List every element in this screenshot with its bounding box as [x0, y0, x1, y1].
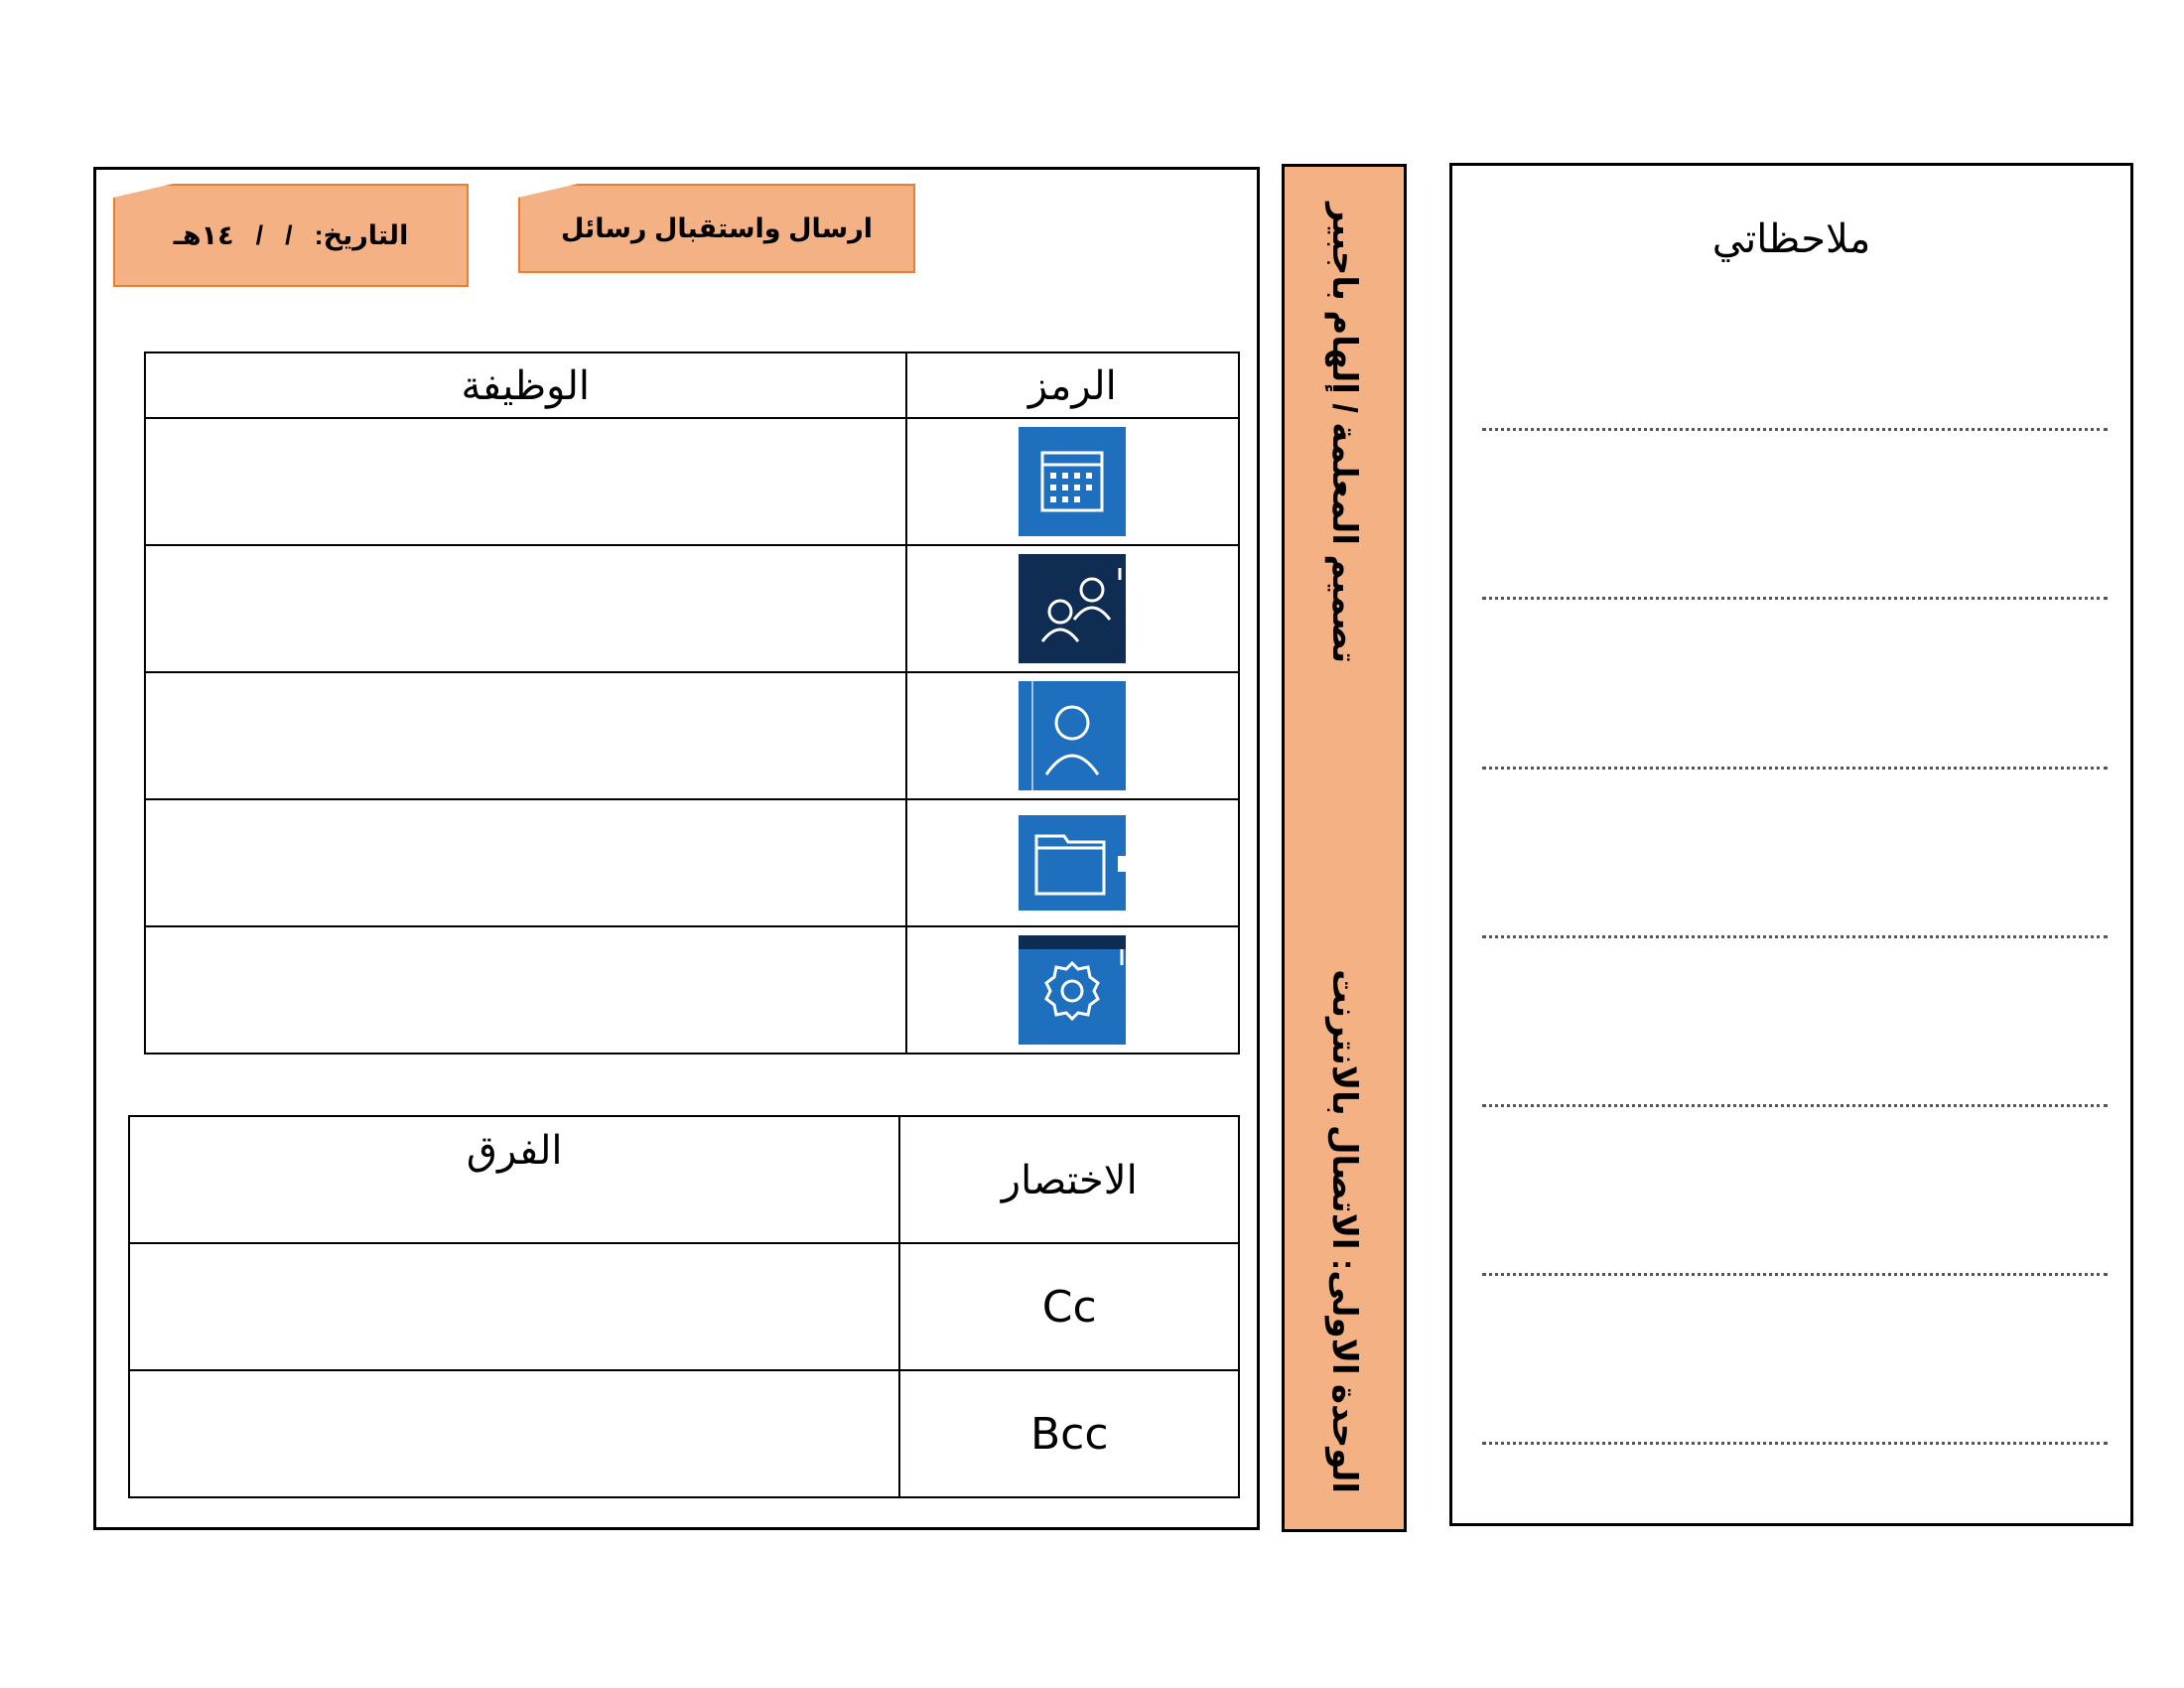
symbol-cell	[906, 672, 1239, 799]
note-line[interactable]	[1482, 597, 2108, 600]
table-row	[145, 418, 1239, 545]
note-line[interactable]	[1482, 1442, 2108, 1445]
note-line[interactable]	[1482, 767, 2108, 770]
symbol-cell	[906, 545, 1239, 672]
abbreviation-column-header: الاختصار	[899, 1116, 1239, 1243]
table-row	[129, 1243, 1239, 1370]
date-slash: /	[285, 219, 293, 250]
abbreviation-cell: Bcc	[899, 1370, 1239, 1497]
difference-cell[interactable]	[129, 1243, 899, 1370]
difference-table-header	[129, 1116, 1239, 1243]
banner-text	[1324, 203, 1364, 1493]
function-cell[interactable]	[145, 799, 906, 926]
unit-title: الوحدة الاولى: الاتصال بالانترنت	[1325, 969, 1363, 1493]
function-column-header: الوظيفة	[145, 352, 906, 418]
difference-table	[128, 1115, 1240, 1498]
abbreviation-cell: Cc	[899, 1243, 1239, 1370]
symbols-table-header	[145, 352, 1239, 418]
function-cell[interactable]	[145, 418, 906, 545]
table-row	[145, 545, 1239, 672]
note-line[interactable]	[1482, 428, 2108, 431]
table-row	[145, 799, 1239, 926]
calendar-icon	[1019, 427, 1126, 536]
table-row	[145, 926, 1239, 1054]
date-slash: /	[255, 219, 264, 250]
symbols-table	[144, 352, 1240, 1055]
unit-banner	[1282, 164, 1407, 1532]
function-cell[interactable]	[145, 672, 906, 799]
worksheet-frame	[93, 167, 1260, 1530]
people-icon	[1019, 554, 1126, 663]
designer-credit: تصميم المعلمة / إلهام باجبير	[1325, 203, 1363, 664]
notes-panel	[1449, 163, 2133, 1526]
function-cell[interactable]	[145, 926, 906, 1054]
table-row	[129, 1370, 1239, 1497]
date-year: ١٤هـ	[173, 219, 234, 250]
note-line[interactable]	[1482, 935, 2108, 938]
note-line[interactable]	[1482, 1104, 2108, 1107]
folder-icon	[1019, 808, 1126, 917]
date-tag	[113, 184, 469, 287]
table-row	[145, 672, 1239, 799]
symbol-column-header: الرمز	[906, 352, 1239, 418]
notes-title: ملاحظاتي	[1711, 216, 1871, 261]
lesson-title-tag	[518, 184, 915, 273]
lesson-title: ارسال واستقبال رسائل	[560, 212, 874, 243]
symbol-cell	[906, 799, 1239, 926]
date-label: التاريخ:	[314, 219, 409, 250]
symbol-cell	[906, 926, 1239, 1054]
person-icon	[1019, 681, 1126, 790]
difference-column-header: الفرق	[129, 1116, 899, 1243]
symbol-cell	[906, 418, 1239, 545]
note-line[interactable]	[1482, 1273, 2108, 1276]
function-cell[interactable]	[145, 545, 906, 672]
difference-cell[interactable]	[129, 1370, 899, 1497]
settings-gear-icon	[1019, 935, 1126, 1045]
